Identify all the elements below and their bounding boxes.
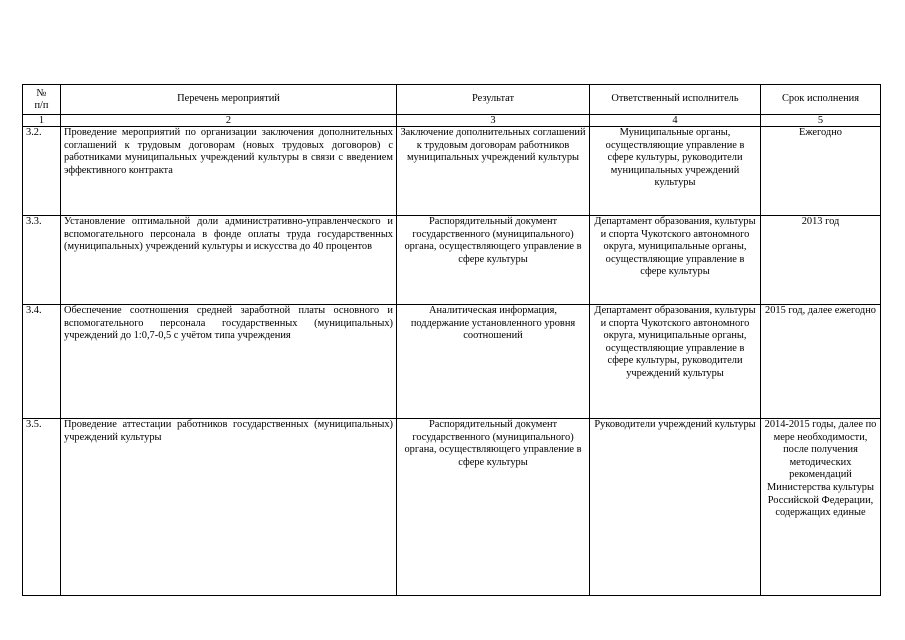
table-row bbox=[23, 127, 881, 216]
row-measure: Установление оптимальной доли административно-управленческого и вспомогательного персонала в фонде оплаты труда государственных (муниципальных) учреждений культуры и искусства до 40 процентов bbox=[61, 216, 397, 305]
row-result: Заключение дополнительных соглашений к трудовым договорам работников муниципальных учреждений культуры bbox=[397, 127, 590, 216]
column-number: 3 bbox=[397, 115, 590, 127]
row-deadline: 2013 год bbox=[761, 216, 881, 305]
table-header-row bbox=[23, 85, 881, 115]
header-result: Результат bbox=[397, 85, 590, 115]
header-deadline: Срок исполнения bbox=[761, 85, 881, 115]
row-deadline: 2014-2015 годы, далее по мере необходимости, после получения методических рекомендаций Министерства культуры Российской Федерации, содержащих единые bbox=[761, 419, 881, 596]
row-measure: Проведение аттестации работников государственных (муниципальных) учреждений культуры bbox=[61, 419, 397, 596]
row-result: Аналитическая информация, поддержание установленного уровня соотношений bbox=[397, 305, 590, 419]
column-number-row bbox=[23, 115, 881, 127]
table-row bbox=[23, 216, 881, 305]
row-executor: Департамент образования, культуры и спорта Чукотского автономного округа, муниципальные органы, осуществляющие управление в сфере культуры bbox=[590, 216, 761, 305]
row-deadline: Ежегодно bbox=[761, 127, 881, 216]
row-number: 3.4. bbox=[23, 305, 61, 419]
header-executor: Ответственный исполнитель bbox=[590, 85, 761, 115]
column-number: 5 bbox=[761, 115, 881, 127]
table-row bbox=[23, 419, 881, 596]
row-executor: Департамент образования, культуры и спорта Чукотского автономного округа, муниципальные органы, осуществляющие управление в сфере культуры, руководители учреждений культуры bbox=[590, 305, 761, 419]
row-measure: Обеспечение соотношения средней заработной платы основного и вспомогательного персонала государственных (муниципальных) учреждений до 1:0,7-0,5 с учётом типа учреждения bbox=[61, 305, 397, 419]
header-number: № п/п bbox=[23, 85, 61, 115]
row-result: Распорядительный документ государственного (муниципального) органа, осуществляющего управление в сфере культуры bbox=[397, 419, 590, 596]
row-number: 3.3. bbox=[23, 216, 61, 305]
table-row bbox=[23, 305, 881, 419]
row-deadline: 2015 год, далее ежегодно bbox=[761, 305, 881, 419]
row-measure: Проведение мероприятий по организации заключения дополнительных соглашений к трудовым договорам (новых трудовых договоров) с работниками муниципальных учреждений культуры в связи с введением эффективного контракта bbox=[61, 127, 397, 216]
row-number: 3.5. bbox=[23, 419, 61, 596]
header-measures: Перечень мероприятий bbox=[61, 85, 397, 115]
row-result: Распорядительный документ государственного (муниципального) органа, осуществляющего управление в сфере культуры bbox=[397, 216, 590, 305]
row-executor: Руководители учреждений культуры bbox=[590, 419, 761, 596]
column-number: 2 bbox=[61, 115, 397, 127]
column-number: 4 bbox=[590, 115, 761, 127]
row-number: 3.2. bbox=[23, 127, 61, 216]
row-executor: Муниципальные органы, осуществляющие управление в сфере культуры, руководители муниципальных учреждений культуры bbox=[590, 127, 761, 216]
column-number: 1 bbox=[23, 115, 61, 127]
measures-table bbox=[22, 84, 881, 596]
